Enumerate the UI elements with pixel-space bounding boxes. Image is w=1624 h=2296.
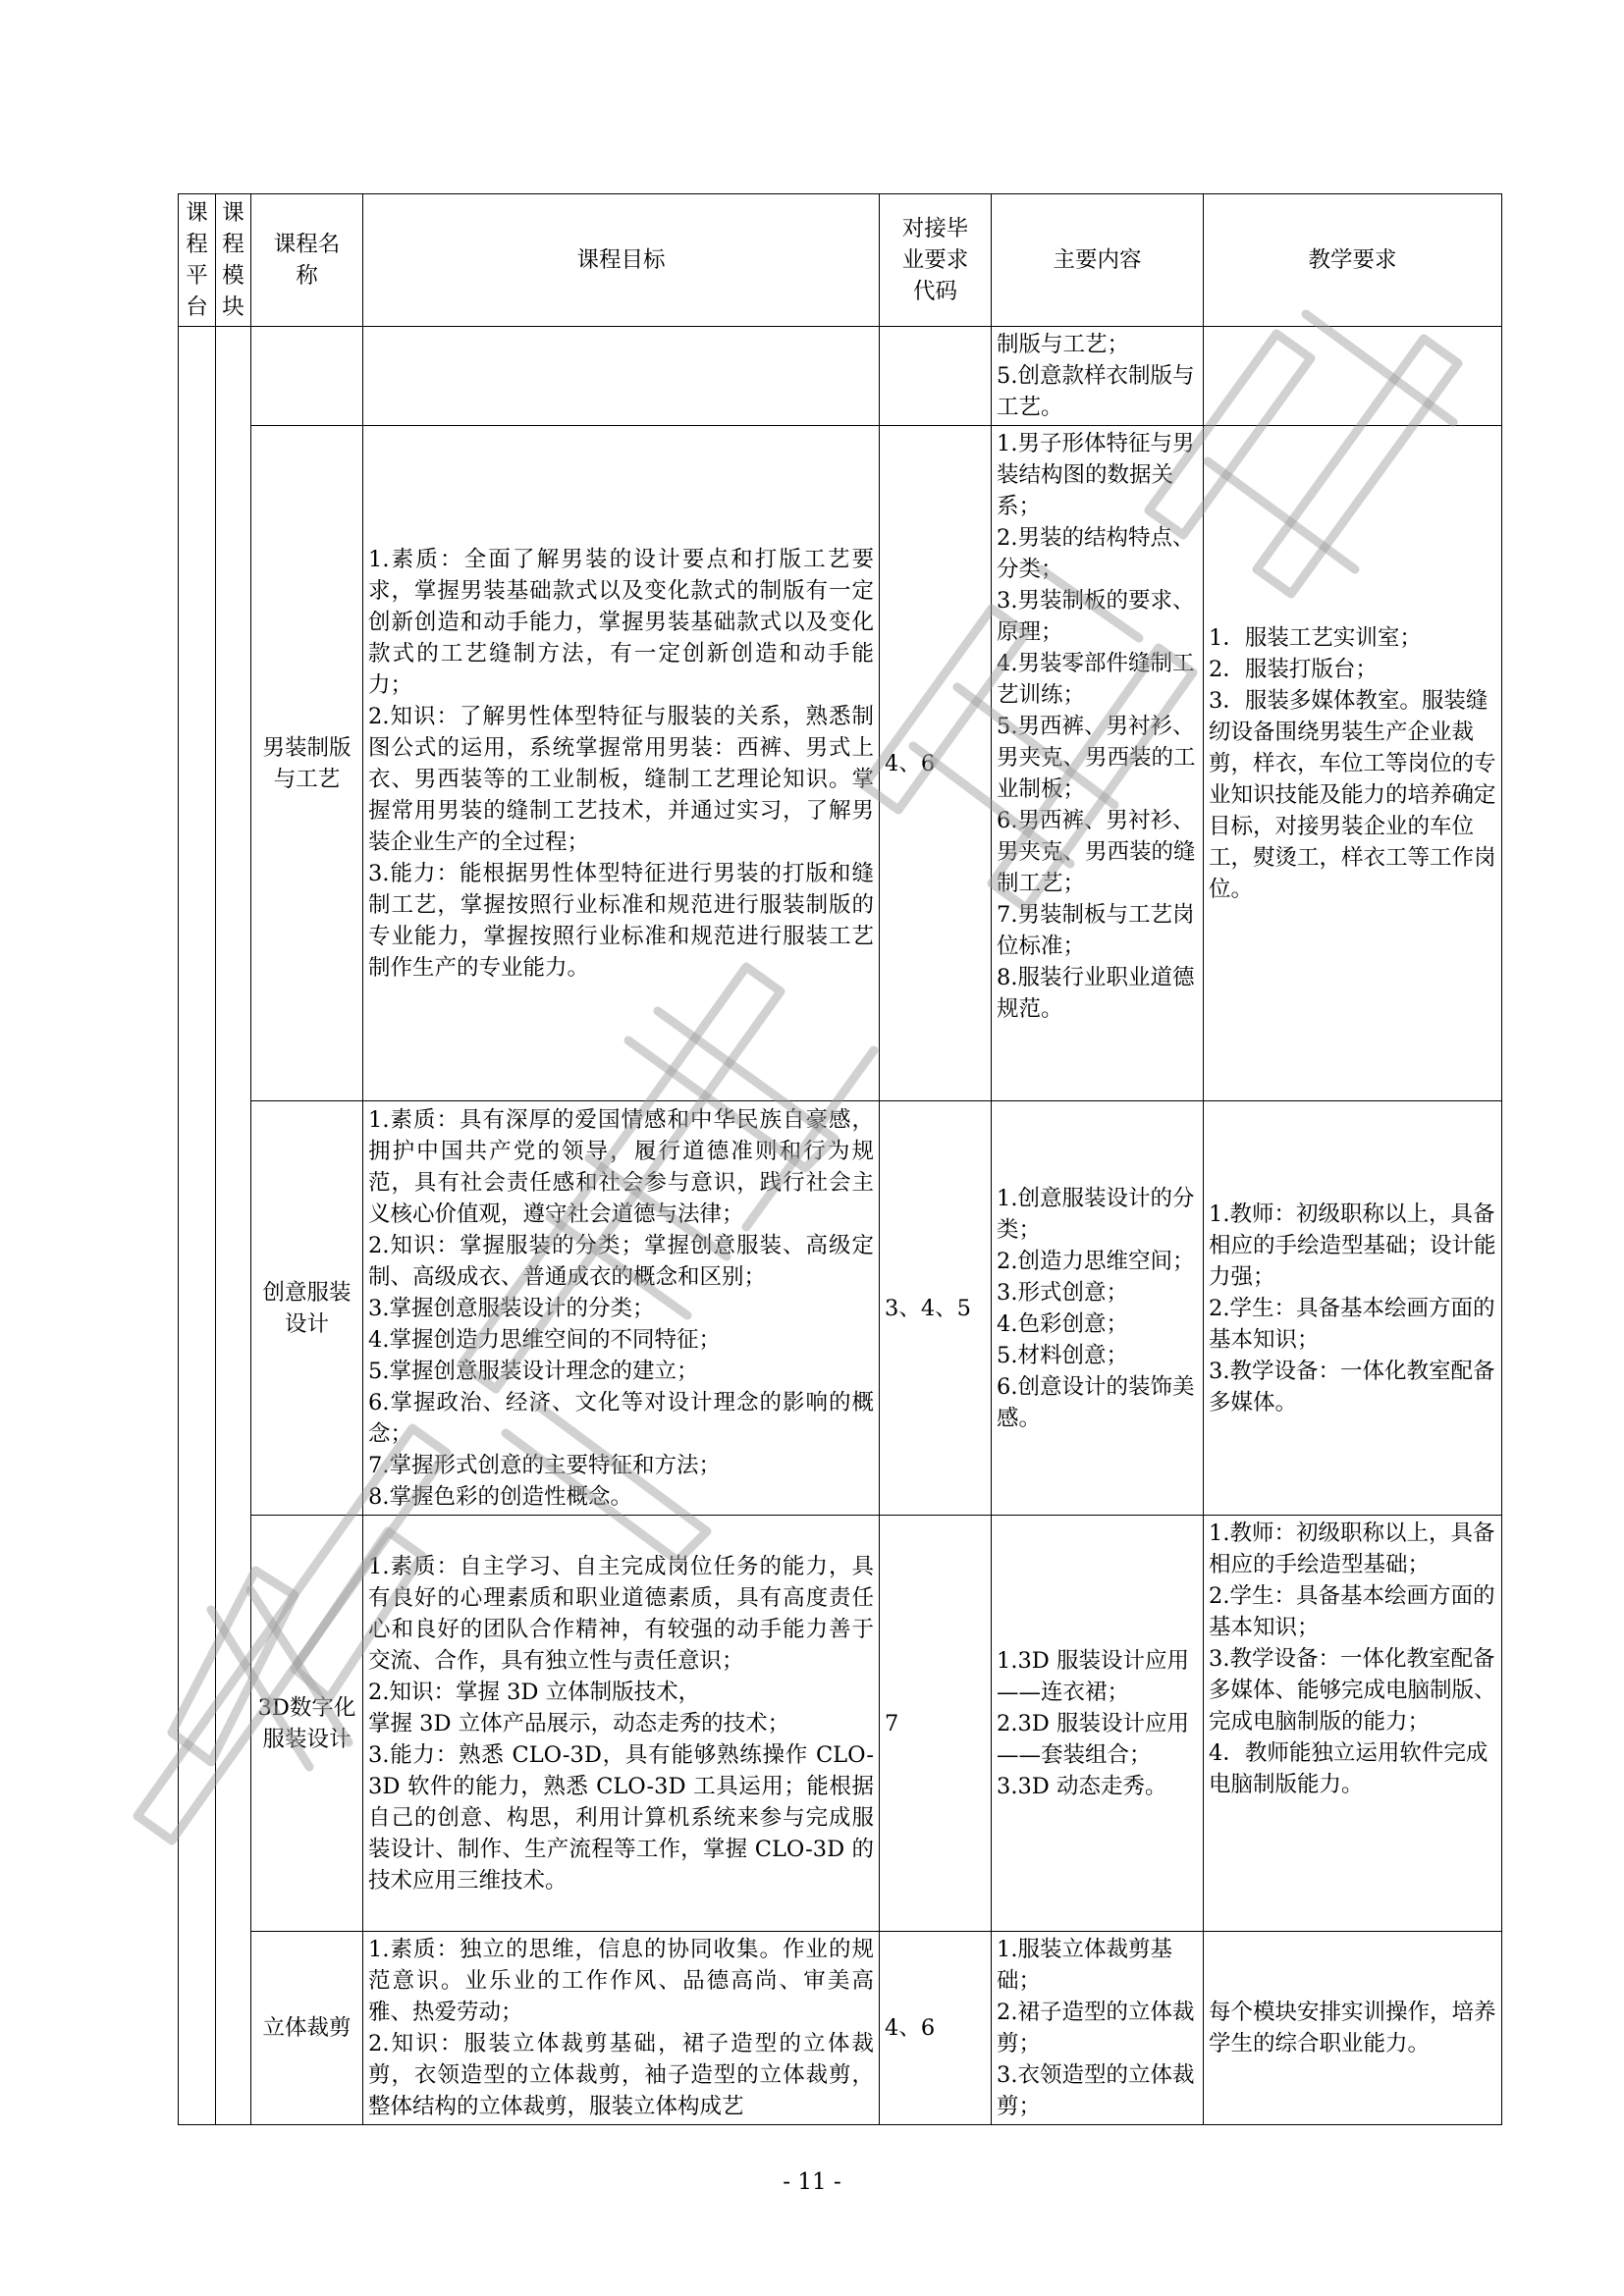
- header-main-content: 主要内容: [992, 194, 1204, 327]
- main-content-cell: 1.创意服装设计的分类； 2.创造力思维空间； 3.形式创意； 4.色彩创意； 5.材料创意； 6.创意设计的装饰美感。: [992, 1101, 1204, 1516]
- main-content-cell: 1.3D 服装设计应用——连衣裙； 2.3D 服装设计应用——套装组合； 3.3D 动态走秀。: [992, 1516, 1204, 1932]
- graduation-code-cell: 4、6: [880, 426, 992, 1101]
- graduation-code-cell: 7: [880, 1516, 992, 1932]
- course-objective-cell: [363, 327, 880, 426]
- table-header-row: [179, 194, 1502, 327]
- main-content-cell: 1.服装立体裁剪基础； 2.裙子造型的立体裁剪； 3.衣领造型的立体裁剪；: [992, 1932, 1204, 2125]
- header-course-name: 课程名 称: [251, 194, 363, 327]
- course-objective-cell: 1.素质：全面了解男装的设计要点和打版工艺要求，掌握男装基础款式以及变化款式的制版有一定创新创造和动手能力，掌握男装基础款式以及变化款式的工艺缝制方法，有一定创新创造和动手能力； 2.知识：了解男性体型特征与服装的关系，熟悉制图公式的运用，系统掌握常用男装：西裤、男式上衣、男西装等的工业制板，缝制工艺理论知识。掌握常用男装的缝制工艺技术，并通过实习，了解男装企业生产的全过程； 3.能力：能根据男性体型特征进行男装的打版和缝制工艺，掌握按照行业标准和规范进行服装制版的专业能力，掌握按照行业标准和规范进行服装工艺制作生产的专业能力。: [363, 426, 880, 1101]
- teaching-requirement-cell: 1.教师：初级职称以上，具备相应的手绘造型基础；设计能力强； 2.学生：具备基本绘画方面的基本知识； 3.教学设备：一体化教室配备多媒体。: [1204, 1101, 1502, 1516]
- course-name-cell: 3D数字化服装设计: [251, 1516, 363, 1932]
- table-row: [179, 327, 1502, 426]
- table-row: [179, 426, 1502, 1101]
- teaching-requirement-cell: 1.教师：初级职称以上，具备相应的手绘造型基础； 2.学生：具备基本绘画方面的基本知识； 3.教学设备：一体化教室配备多媒体、能够完成电脑制版、完成电脑制版的能力； 4．教师能独立运用软件完成电脑制版能力。: [1204, 1516, 1502, 1932]
- page-number: - 11 -: [783, 2169, 841, 2195]
- table-row: [179, 1516, 1502, 1932]
- course-name-cell: 男装制版与工艺: [251, 426, 363, 1101]
- course-objective-cell: 1.素质：独立的思维，信息的协同收集。作业的规范意识。业乐业的工作作风、品德高尚、审美高雅、热爱劳动； 2.知识：服装立体裁剪基础，裙子造型的立体裁剪，衣领造型的立体裁剪，袖子造型的立体裁剪，整体结构的立体裁剪，服装立体构成艺: [363, 1932, 880, 2125]
- course-table: [178, 193, 1502, 2125]
- header-course-objective: 课程目标: [363, 194, 880, 327]
- course-name-cell: 创意服装设计: [251, 1101, 363, 1516]
- table-row: [179, 1101, 1502, 1516]
- teaching-requirement-cell: 1．服装工艺实训室； 2．服装打版台； 3．服装多媒体教室。服装缝纫设备围绕男装生产企业裁剪，样衣，车位工等岗位的专业知识技能及能力的培养确定目标，对接男装企业的车位工，熨烫工，样衣工等工作岗位。: [1204, 426, 1502, 1101]
- graduation-code-cell: 4、6: [880, 1932, 992, 2125]
- main-content-cell: 1.男子形体特征与男装结构图的数据关系； 2.男装的结构特点、分类； 3.男装制板的要求、原理； 4.男装零部件缝制工艺训练； 5.男西裤、男衬衫、男夹克、男西装的工业制板； 6.男西裤、男衬衫、男夹克、男西装的缝制工艺； 7.男装制板与工艺岗位标准； 8.服装行业职业道德规范。: [992, 426, 1204, 1101]
- platform-cell: [179, 327, 216, 2125]
- course-objective-cell: 1.素质：具有深厚的爱国情感和中华民族自豪感，拥护中国共产党的领导，履行道德准则和行为规范，具有社会责任感和社会参与意识，践行社会主义核心价值观，遵守社会道德与法律； 2.知识：掌握服装的分类；掌握创意服装、高级定制、高级成衣、普通成衣的概念和区别； 3.掌握创意服装设计的分类； 4.掌握创造力思维空间的不同特征； 5.掌握创意服装设计理念的建立； 6.掌握政治、经济、文化等对设计理念的影响的概念； 7.掌握形式创意的主要特征和方法； 8.掌握色彩的创造性概念。: [363, 1101, 880, 1516]
- graduation-code-cell: 3、4、5: [880, 1101, 992, 1516]
- course-name-cell: 立体裁剪: [251, 1932, 363, 2125]
- module-cell: [216, 327, 251, 2125]
- course-name-cell: [251, 327, 363, 426]
- header-graduation-code: 对接毕 业要求 代码: [880, 194, 992, 327]
- main-content-cell: 制版与工艺； 5.创意款样衣制版与工艺。: [992, 327, 1204, 426]
- teaching-requirement-cell: [1204, 327, 1502, 426]
- header-course-platform: 课 程 平 台: [179, 194, 216, 327]
- graduation-code-cell: [880, 327, 992, 426]
- teaching-requirement-cell: 每个模块安排实训操作，培养学生的综合职业能力。: [1204, 1932, 1502, 2125]
- header-course-module: 课 程 模 块: [216, 194, 251, 327]
- header-teaching-requirement: 教学要求: [1204, 194, 1502, 327]
- course-objective-cell: 1.素质：自主学习、自主完成岗位任务的能力，具有良好的心理素质和职业道德素质，具有高度责任心和良好的团队合作精神，有较强的动手能力善于交流、合作，具有独立性与责任意识； 2.知识：掌握 3D 立体制版技术， 掌握 3D 立体产品展示，动态走秀的技术； 3.能力：熟悉 CLO-3D，具有能够熟练操作 CLO-3D 软件的能力，熟悉 CLO-3D 工具运用；能根据自己的创意、构思，利用计算机系统来参与完成服装设计、制作、生产流程等工作，掌握 CLO-3D 的技术应用三维技术。: [363, 1516, 880, 1932]
- table-row: [179, 1932, 1502, 2125]
